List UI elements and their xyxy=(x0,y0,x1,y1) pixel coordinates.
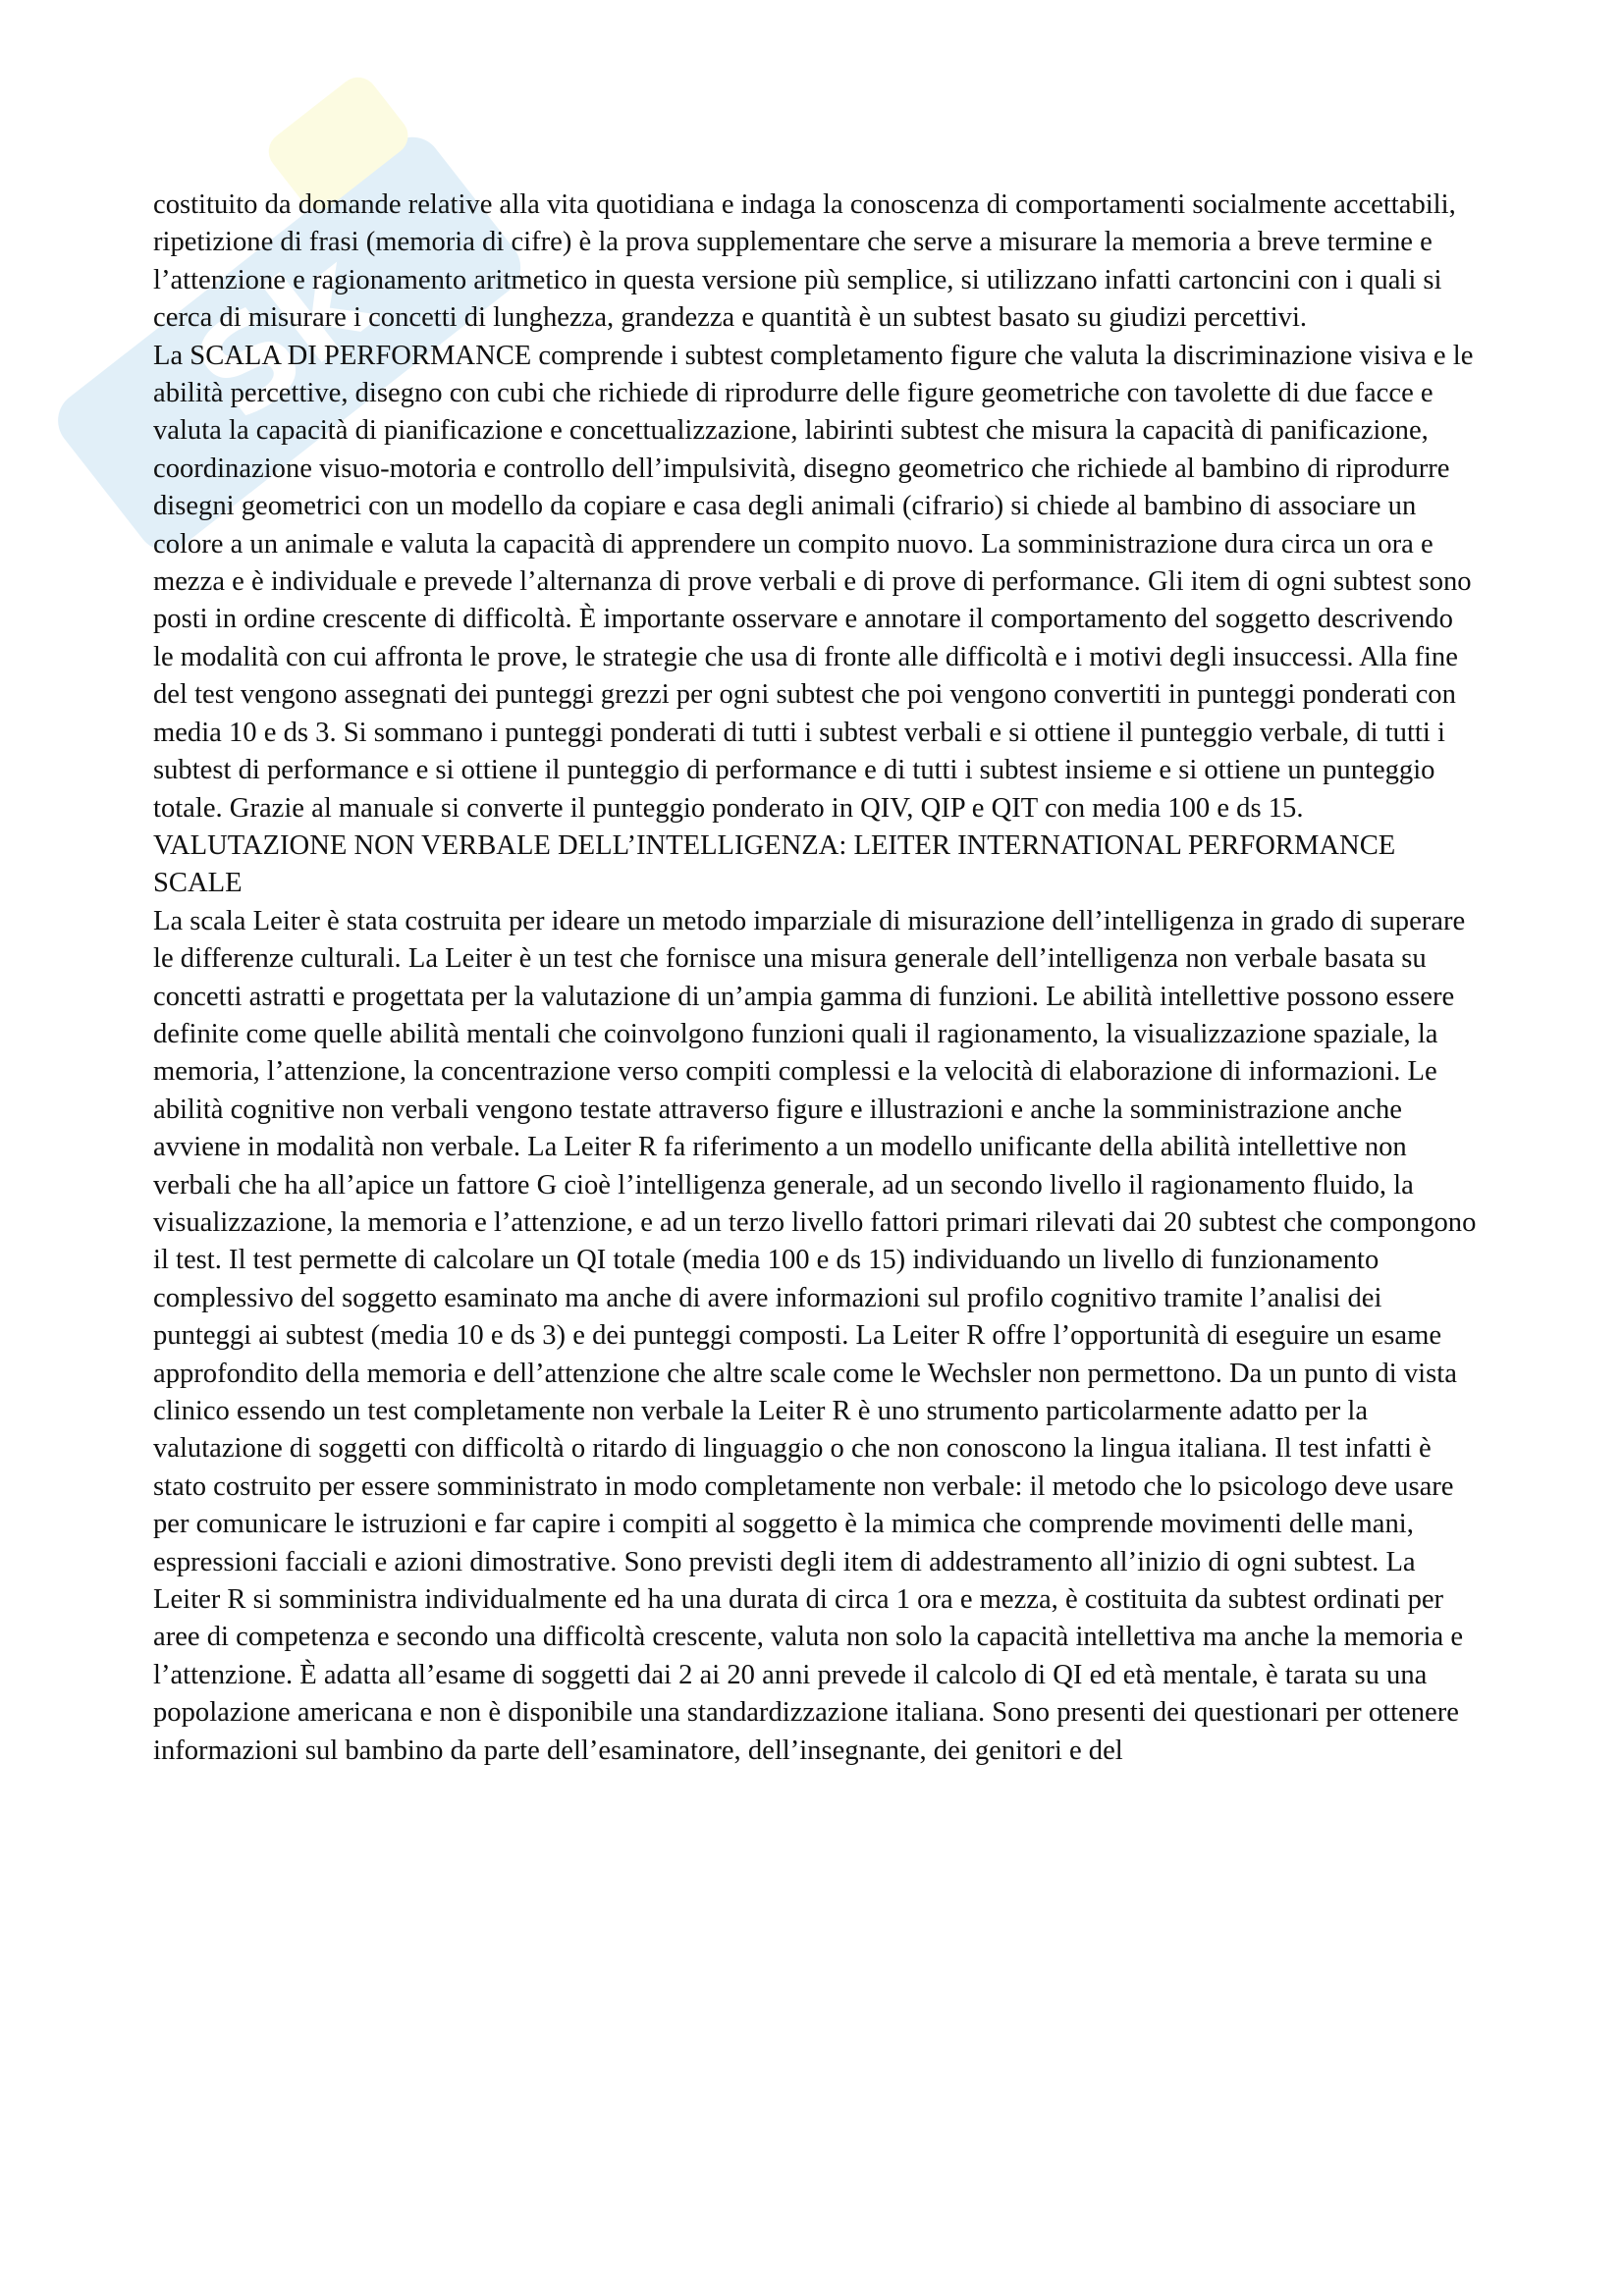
paragraph-performance-scale: La SCALA DI PERFORMANCE comprende i subtest completamento figure che valuta la discriminazione visiva e le abilità percettive, disegno con cubi che richiede di riprodurre delle figure geometriche con tavolette di due facce e valuta la capacità di pianificazione e concettualizzazione, labirinti subtest che misura la capacità di panificazione, coordinazione visuo-motoria e controllo dell’impulsività, disegno geometrico che richiede al bambino di riprodurre disegni geometrici con un modello da copiare e casa degli animali (cifrario) si chiede al bambino di associare un colore a un animale e valuta la capacità di apprendere un compito nuovo. La somministrazione dura circa un ora e mezza e è individuale e prevede l’alternanza di prove verbali e di prove di performance. Gli item di ogni subtest sono posti in ordine crescente di difficoltà. È importante osservare e annotare il comportamento del soggetto descrivendo le modalità con cui affronta le prove, le strategie che usa di fronte alle difficoltà e i motivi degli insuccessi. Alla fine del test vengono assegnati dei punteggi grezzi per ogni subtest che poi vengono convertiti in punteggi ponderati con media 10 e ds 3. Si sommano i punteggi ponderati di tutti i subtest verbali e si ottiene il punteggio verbale, di tutti i subtest di performance e si ottiene il punteggio di performance e di tutti i subtest insieme e si ottiene un punteggio totale. Grazie al manuale si converte il punteggio ponderato in QIV, QIP e QIT con media 100 e ds 15. xyxy=(153,340,1474,824)
svg-text:Sk: Sk xyxy=(167,223,400,450)
paragraph-intro: costituito da domande relative alla vita quotidiana e indaga la conoscenza di comportamenti socialmente accettabili, ripetizione di frasi (memoria di cifre) è la prova supplementare che serve a misurare la memoria a breve termine e l’attenzione e ragionamento aritmetico in questa versione più semplice, si utilizzano infatti cartoncini con i quali si cerca di misurare i concetti di lunghezza, grandezza e quantità è un subtest basato su giudizi percettivi. xyxy=(153,189,1456,334)
document-body xyxy=(153,187,1479,1770)
section-heading-leiter: VALUTAZIONE NON VERBALE DELL’INTELLIGENZA: LEITER INTERNATIONAL PERFORMANCE SCALE xyxy=(153,829,1396,899)
paragraph-leiter: La scala Leiter è stata costruita per ideare un metodo imparziale di misurazione dell’intelligenza in grado di superare le differenze culturali. La Leiter è un test che fornisce una misura generale dell’intelligenza non verbale basata su concetti astratti e progettata per la valutazione di un’ampia gamma di funzioni. Le abilità intellettive possono essere definite come quelle abilità mentali che coinvolgono funzioni quali il ragionamento, la visualizzazione spaziale, la memoria, l’attenzione, la concentrazione verso compiti complessi e la velocità di elaborazione di informazioni. Le abilità cognitive non verbali vengono testate attraverso figure e illustrazioni e anche la somministrazione anche avviene in modalità non verbale. La Leiter R fa riferimento a un modello unificante della abilità intellettive non verbali che ha all’apice un fattore G cioè l’intelligenza generale, ad un secondo livello il ragionamento fluido, la visualizzazione, la memoria e l’attenzione, e ad un terzo livello fattori primari rilevati dai 20 subtest che compongono il test. Il test permette di calcolare un QI totale (media 100 e ds 15) individuando un livello di funzionamento complessivo del soggetto esaminato ma anche di avere informazioni sul profilo cognitivo tramite l’analisi dei punteggi ai subtest (media 10 e ds 3) e dei punteggi composti. La Leiter R offre l’opportunità di eseguire un esame approfondito della memoria e dell’attenzione che altre scale come le Wechsler non permettono. Da un punto di vista clinico essendo un test completamente non verbale la Leiter R è uno strumento particolarmente adatto per la valutazione di soggetti con difficoltà o ritardo di linguaggio o che non conoscono la lingua italiana. Il test infatti è stato costruito per essere somministrato in modo completamente non verbale: il metodo che lo psicologo deve usare per comunicare le istruzioni e far capire i compiti al soggetto è la mimica che comprende movimenti delle mani, espressioni facciali e azioni dimostrative. Sono previsti degli item di addestramento all’inizio di ogni subtest. La Leiter R si somministra individualmente ed ha una durata di circa 1 ora e mezza, è costituita da subtest ordinati per aree di competenza e secondo una difficoltà crescente, valuta non solo la capacità intellettiva ma anche la memoria e l’attenzione. È adatta all’esame di soggetti dai 2 ai 20 anni prevede il calcolo di QI ed età mentale, è tarata su una popolazione americana e non è disponibile una standardizzazione italiana. Sono presenti dei questionari per ottenere informazioni sul bambino da parte dell’esaminatore, dell’insegnante, dei genitori e del xyxy=(153,905,1477,1766)
